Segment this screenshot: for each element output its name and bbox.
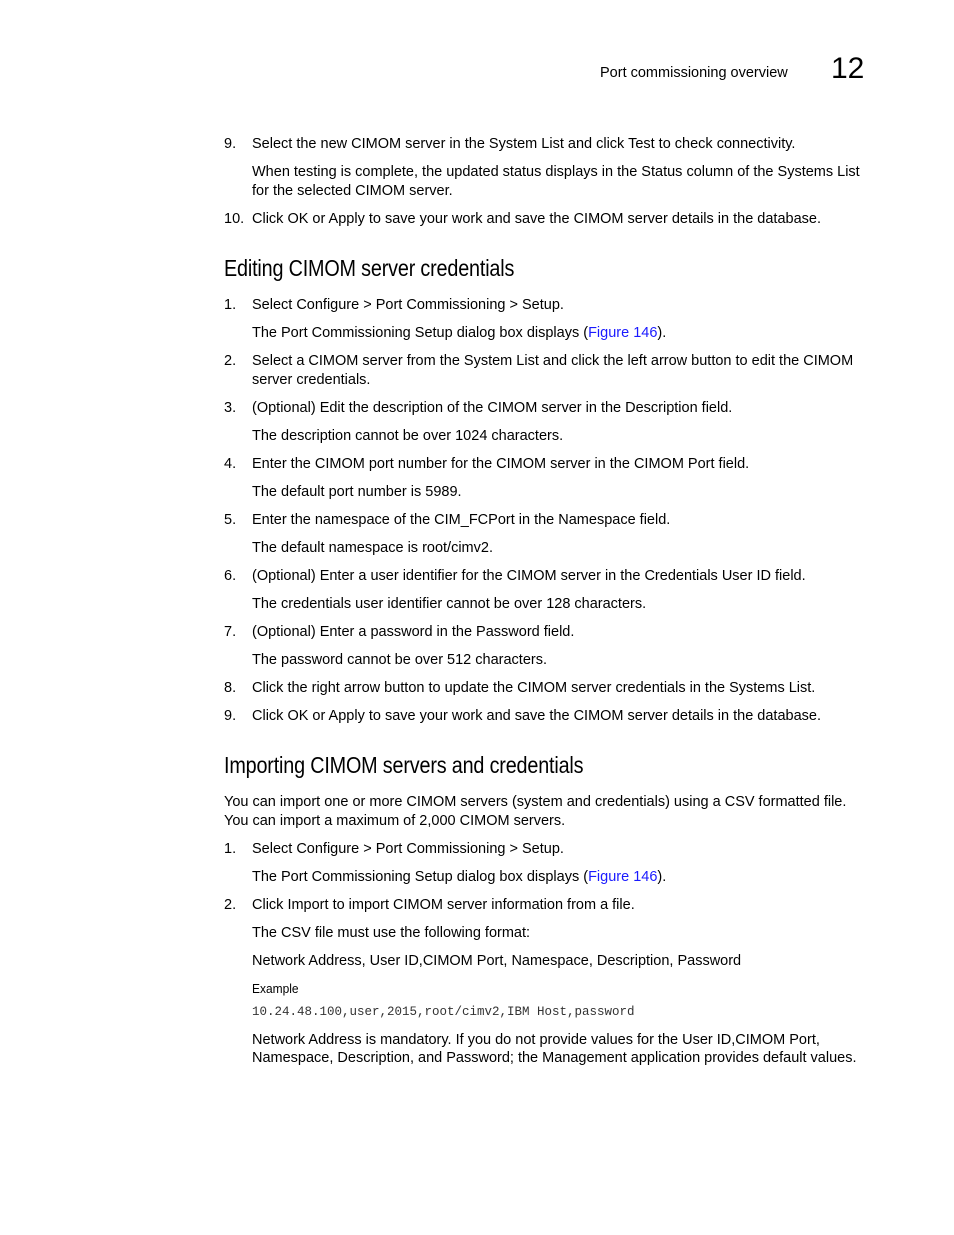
step-text: (Optional) Enter a password in the Password field.	[252, 624, 575, 640]
step-number: 1.	[224, 297, 237, 313]
step-text: Enter the CIMOM port number for the CIMOM server in the CIMOM Port field.	[252, 456, 750, 472]
step-number: 1.	[224, 841, 237, 857]
text-segment: The Port Commissioning Setup dialog box displays (	[252, 869, 589, 885]
chapter-number: 12	[831, 52, 865, 85]
step-text: The default namespace is root/cimv2.	[252, 540, 493, 556]
step-number: 6.	[224, 568, 237, 584]
step-text: Select the new CIMOM server in the System List and click Test to check connectivity.	[252, 136, 796, 152]
step-text: Click OK or Apply to save your work and save the CIMOM server details in the database.	[252, 708, 821, 724]
step-number: 10.	[224, 211, 245, 227]
step-text: Click the right arrow button to update the CIMOM server credentials in the Systems List.	[252, 680, 816, 696]
text-segment: ).	[657, 325, 667, 341]
step-text: The default port number is 5989.	[252, 484, 462, 500]
closing-text: Network Address is mandatory. If you do not provide values for the User ID,CIMOM Port,	[252, 1032, 820, 1048]
step-text: The CSV file must use the following format:	[252, 925, 531, 941]
step-text: Select Configure > Port Commissioning > Setup.	[252, 841, 564, 857]
intro-text: You can import a maximum of 2,000 CIMOM servers.	[224, 813, 566, 829]
step-text: The description cannot be over 1024 characters.	[252, 428, 564, 444]
step-text: The password cannot be over 512 characters.	[252, 652, 547, 668]
step-number: 7.	[224, 624, 237, 640]
figure-link[interactable]: Figure 146	[588, 325, 658, 341]
step-number: 2.	[224, 897, 237, 913]
step-text: Click Import to import CIMOM server information from a file.	[252, 897, 635, 913]
step-number: 2.	[224, 353, 237, 369]
text-segment: The Port Commissioning Setup dialog box displays (	[252, 325, 589, 341]
step-number: 4.	[224, 456, 237, 472]
example-label: Example	[252, 981, 299, 996]
step-number: 8.	[224, 680, 237, 696]
step-text: Enter the namespace of the CIM_FCPort in the Namespace field.	[252, 512, 671, 528]
step-text: The credentials user identifier cannot be over 128 characters.	[252, 596, 647, 612]
example-code: 10.24.48.100,user,2015,root/cimv2,IBM Host,password	[252, 1005, 635, 1019]
text-segment: ).	[657, 869, 667, 885]
step-number: 9.	[224, 136, 237, 152]
step-number: 9.	[224, 708, 237, 724]
closing-text: Namespace, Description, and Password; the Management application provides default values.	[252, 1050, 857, 1066]
section-heading-importing: Importing CIMOM servers and credentials	[224, 752, 584, 778]
intro-text: You can import one or more CIMOM servers (system and credentials) using a CSV formatted file.	[224, 794, 847, 810]
step-text	[252, 324, 666, 343]
step-text: server credentials.	[252, 372, 371, 388]
running-header-title: Port commissioning overview	[600, 65, 788, 81]
figure-link[interactable]: Figure 146	[588, 869, 658, 885]
step-text: Network Address, User ID,CIMOM Port, Namespace, Description, Password	[252, 953, 742, 969]
step-text	[252, 868, 666, 887]
step-text: Select a CIMOM server from the System List and click the left arrow button to edit the CIMOM	[252, 353, 854, 369]
section-heading-editing: Editing CIMOM server credentials	[224, 255, 515, 281]
step-text: for the selected CIMOM server.	[252, 183, 453, 199]
step-number: 3.	[224, 400, 237, 416]
step-text: When testing is complete, the updated status displays in the Status column of the Systems List	[252, 164, 860, 180]
step-number: 5.	[224, 512, 237, 528]
step-text: Click OK or Apply to save your work and save the CIMOM server details in the database.	[252, 211, 821, 227]
step-text: (Optional) Edit the description of the CIMOM server in the Description field.	[252, 400, 733, 416]
step-text: Select Configure > Port Commissioning > Setup.	[252, 297, 564, 313]
step-text: (Optional) Enter a user identifier for the CIMOM server in the Credentials User ID field.	[252, 568, 806, 584]
